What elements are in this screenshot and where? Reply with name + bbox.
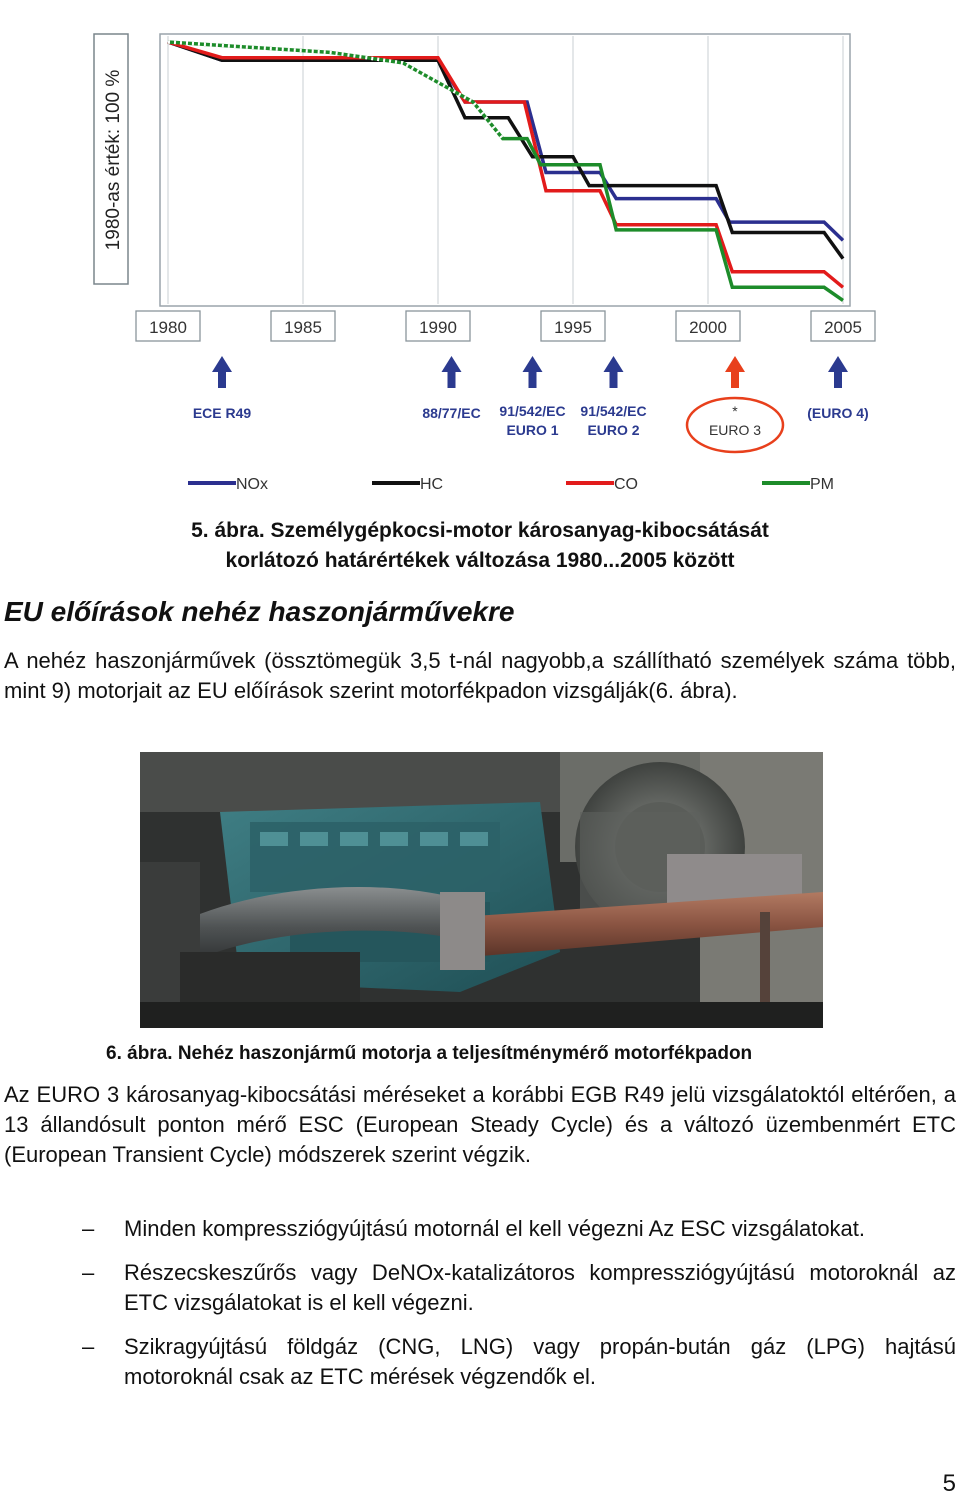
standard-label: (EURO 4)	[807, 405, 869, 421]
dash-marker: –	[82, 1216, 95, 1241]
emission-limits-chart	[0, 0, 960, 512]
x-tick-2000	[676, 311, 740, 341]
up-arrow-icon	[604, 356, 624, 388]
x-tick-2005	[811, 311, 875, 341]
dash-marker: –	[82, 1334, 95, 1359]
standard-marker	[687, 356, 783, 452]
y-axis-label: 1980-as érték: 100 %	[103, 69, 124, 251]
legend-item-pm	[762, 476, 834, 493]
requirements-list	[0, 1214, 960, 1406]
engine-test-bench-photo	[140, 752, 823, 1028]
standard-label: EURO 2	[587, 422, 640, 438]
x-tick-label: 1985	[284, 318, 322, 337]
standard-label: EURO 3	[708, 422, 762, 438]
list-item-text: Szikragyújtású földgáz (CNG, LNG) vagy propán-bután gáz (LPG) hajtású motoroknál csak az ETC mérések végzendők el.	[124, 1334, 956, 1389]
paragraph-euro3: Az EURO 3 károsanyag-kibocsátási méréseket a korábbi EGB R49 jelü vizsgálatoktól eltérően, a 13 állandósult ponton mérő ESC (European Steady Cycle) és a változó üzembenmért ETC (European Transient Cycle) módszerek szerint végzik.	[4, 1082, 956, 1167]
standard-label: 91/542/EC	[580, 403, 647, 419]
figure-5-caption-line1: 5. ábra. Személygépkocsi-motor károsanyag-kibocsátását	[191, 519, 769, 542]
legend-label: PM	[810, 476, 834, 493]
legend-item-co	[566, 476, 638, 493]
legend-label: HC	[420, 476, 444, 493]
x-tick-1985	[271, 311, 335, 341]
paragraph-intro: A nehéz haszonjárművek (össztömegük 3,5 t-nál nagyobb,a szállítható személyek száma több, mint 9) motorjait az EU előírások szerint motorfékpadon vizsgálják(6. ábra).	[4, 648, 956, 703]
up-arrow-icon	[523, 356, 543, 388]
list-item	[0, 1214, 960, 1244]
standard-marker	[422, 356, 480, 421]
legend-label: CO	[614, 476, 638, 493]
figure-6-caption: 6. ábra. Nehéz haszonjármű motorja a teljesítménymérő motorfékpadon	[106, 1043, 753, 1064]
figure-5-caption-line2: korlátozó határértékek változása 1980...2005 között	[225, 549, 735, 572]
x-tick-label: 1995	[554, 318, 592, 337]
up-arrow-icon	[212, 356, 232, 388]
x-tick-1995	[541, 311, 605, 341]
standard-label: EURO 1	[506, 422, 559, 438]
standard-marker	[499, 356, 565, 438]
legend-item-nox	[188, 476, 268, 493]
standard-label: 88/77/EC	[422, 405, 481, 421]
standard-label: *	[732, 403, 738, 419]
standard-marker	[193, 356, 252, 421]
legend-item-hc	[372, 476, 443, 493]
dash-marker: –	[82, 1260, 95, 1285]
up-arrow-icon	[828, 356, 848, 388]
up-arrow-icon	[725, 356, 745, 388]
legend-label: NOx	[236, 476, 268, 493]
x-tick-1990	[406, 311, 470, 341]
standard-label: 91/542/EC	[499, 403, 566, 419]
list-item	[0, 1258, 960, 1318]
list-item	[0, 1332, 960, 1392]
list-item-text: Részecskeszűrős vagy DeNOx-katalizátoros kompressziógyújtású motoroknál az ETC vizsgálatokat is el kell végezni.	[124, 1260, 956, 1315]
page-number: 5	[942, 1470, 956, 1497]
x-tick-label: 2000	[689, 318, 727, 337]
x-tick-1980	[136, 311, 200, 341]
x-tick-label: 2005	[824, 318, 862, 337]
x-tick-label: 1980	[149, 318, 187, 337]
figure-5-caption	[0, 516, 960, 576]
standard-label: ECE R49	[192, 405, 252, 421]
y-axis-label-box	[94, 34, 128, 284]
standard-marker	[580, 356, 646, 438]
plot-area	[160, 34, 850, 306]
list-item-text: Minden kompressziógyújtású motornál el kell végezni Az ESC vizsgálatokat.	[124, 1216, 866, 1241]
up-arrow-icon	[442, 356, 462, 388]
x-tick-label: 1990	[419, 318, 457, 337]
standard-marker	[807, 356, 868, 421]
section-heading: EU előírások nehéz haszonjárművekre	[4, 596, 515, 627]
